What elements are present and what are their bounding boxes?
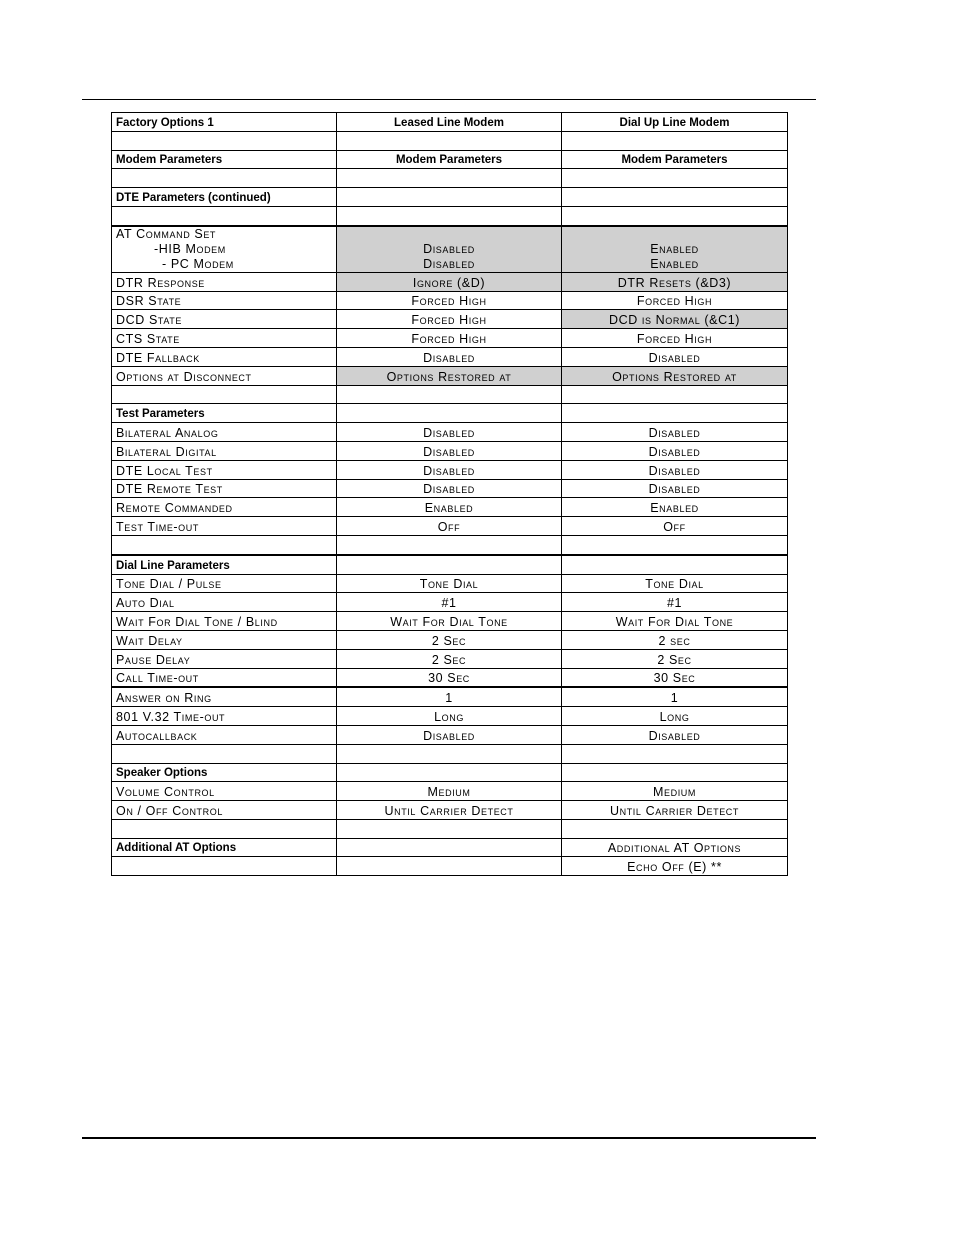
leased-value: Disabled [337, 423, 562, 442]
dialup-value: Disabled [562, 460, 788, 479]
table-row [112, 687, 788, 706]
leased-value: Enabled [337, 498, 562, 517]
section-row-additional [112, 838, 788, 857]
row-label: DSR State [112, 291, 337, 310]
section-title: DTE Parameters (continued) [112, 188, 337, 207]
table-row [112, 801, 788, 820]
row-label: Volume Control [112, 782, 337, 801]
row-label: Wait For Dial Tone / Blind [112, 612, 337, 631]
section-title: Modem Parameters [112, 150, 337, 169]
dialup-value: Options Restored at [562, 366, 788, 385]
section-row-modem [112, 150, 788, 169]
section-title: Dial Line Parameters [112, 555, 337, 574]
table-row [112, 479, 788, 498]
row-label: 801 V.32 Time-out [112, 707, 337, 726]
leased-value: Forced High [337, 291, 562, 310]
section-title-dialup: Additional AT Options [562, 838, 788, 857]
blank-row [112, 819, 788, 838]
leased-value: Wait For Dial Tone [337, 612, 562, 631]
table-row [112, 612, 788, 631]
dialup-value: Until Carrier Detect [562, 801, 788, 820]
table-row [112, 857, 788, 876]
dialup-value: 30 Sec [562, 668, 788, 687]
table-header-row [112, 113, 788, 132]
at-command-sub1: -HIB Modem [154, 241, 226, 256]
dialup-value: Disabled [562, 441, 788, 460]
dialup-value: Disabled [562, 423, 788, 442]
section-title: Additional AT Options [112, 838, 337, 857]
table-row [112, 498, 788, 517]
row-label: On / Off Control [112, 801, 337, 820]
dialup-value: Disabled [562, 347, 788, 366]
row-label: Tone Dial / Pulse [112, 574, 337, 593]
row-label: DTE Local Test [112, 460, 337, 479]
dialup-value: Wait For Dial Tone [562, 612, 788, 631]
dialup-value: Enabled [562, 498, 788, 517]
header-col3: Dial Up Line Modem [562, 113, 788, 132]
leased-value: 2 Sec [337, 630, 562, 649]
dialup-value: Medium [562, 782, 788, 801]
at-command-label: AT Command Set [116, 226, 217, 241]
table-row [112, 707, 788, 726]
dialup-value: Forced High [562, 329, 788, 348]
leased-value: Options Restored at [337, 366, 562, 385]
leased-value: Long [337, 707, 562, 726]
dialup-value: Disabled [562, 725, 788, 744]
leased-value: Until Carrier Detect [337, 801, 562, 820]
table-row [112, 423, 788, 442]
section-row-speaker [112, 763, 788, 782]
row-label: Auto Dial [112, 593, 337, 612]
row-label: Remote Commanded [112, 498, 337, 517]
table-row [112, 272, 788, 291]
table-row-at-command [112, 226, 788, 273]
table-row [112, 310, 788, 329]
row-label: CTS State [112, 329, 337, 348]
blank-row [112, 535, 788, 554]
section-title: Modem Parameters [337, 150, 562, 169]
dialup-value: Off [562, 517, 788, 536]
dialup-value: Long [562, 707, 788, 726]
header-col1: Factory Options 1 [112, 113, 337, 132]
table-row [112, 668, 788, 687]
section-title: Test Parameters [112, 404, 337, 423]
table-row [112, 329, 788, 348]
row-label: Bilateral Digital [112, 441, 337, 460]
row-label: Pause Delay [112, 649, 337, 668]
table-row [112, 574, 788, 593]
section-title: Modem Parameters [562, 150, 788, 169]
section-row-dial [112, 555, 788, 574]
row-label: Answer on Ring [112, 687, 337, 706]
row-label: DTR Response [112, 272, 337, 291]
table-row [112, 630, 788, 649]
table-row [112, 441, 788, 460]
row-label [112, 226, 337, 273]
leased-value: 30 Sec [337, 668, 562, 687]
blank-row [112, 744, 788, 763]
dialup-value: Echo Off (E) ** [562, 857, 788, 876]
table-row [112, 291, 788, 310]
table-row [112, 517, 788, 536]
row-label: Call Time-out [112, 668, 337, 687]
table-row [112, 347, 788, 366]
leased-value: Medium [337, 782, 562, 801]
leased-value: Disabled [337, 725, 562, 744]
dialup-value: Forced High [562, 291, 788, 310]
factory-options-table [111, 112, 788, 876]
section-row-dte [112, 188, 788, 207]
dialup-value: DTR Resets (&D3) [562, 272, 788, 291]
dialup-value: Disabled [562, 479, 788, 498]
leased-value: Disabled [337, 460, 562, 479]
leased-value: Disabled [337, 479, 562, 498]
leased-value: Tone Dial [337, 574, 562, 593]
dialup-value: Enabled Enabled [562, 226, 788, 273]
row-label: Wait Delay [112, 630, 337, 649]
row-label: Bilateral Analog [112, 423, 337, 442]
table-row [112, 649, 788, 668]
table-row [112, 460, 788, 479]
leased-value: Disabled [337, 347, 562, 366]
leased-value: Off [337, 517, 562, 536]
leased-value: Disabled Disabled [337, 226, 562, 273]
leased-value: Ignore (&D) [337, 272, 562, 291]
section-row-test [112, 404, 788, 423]
header-col2: Leased Line Modem [337, 113, 562, 132]
blank-row [112, 385, 788, 404]
row-label: Test Time-out [112, 517, 337, 536]
table-row [112, 593, 788, 612]
dialup-value: 2 Sec [562, 649, 788, 668]
bottom-rule [82, 1137, 816, 1139]
dialup-value: DCD is Normal (&C1) [562, 310, 788, 329]
row-label: DTE Fallback [112, 347, 337, 366]
leased-value: Forced High [337, 329, 562, 348]
section-title: Speaker Options [112, 763, 337, 782]
row-label: DTE Remote Test [112, 479, 337, 498]
blank-row [112, 169, 788, 188]
row-label: Autocallback [112, 725, 337, 744]
leased-value: Forced High [337, 310, 562, 329]
leased-value: 1 [337, 687, 562, 706]
leased-value: 2 Sec [337, 649, 562, 668]
dialup-value: #1 [562, 593, 788, 612]
at-command-sub2: - PC Modem [162, 256, 234, 271]
table-row [112, 782, 788, 801]
top-rule [82, 99, 816, 100]
row-label: Options at Disconnect [112, 366, 337, 385]
table-row [112, 366, 788, 385]
leased-value: #1 [337, 593, 562, 612]
table-row [112, 725, 788, 744]
row-label: DCD State [112, 310, 337, 329]
blank-row [112, 206, 788, 225]
blank-row [112, 131, 788, 150]
dialup-value: Tone Dial [562, 574, 788, 593]
dialup-value: 1 [562, 687, 788, 706]
leased-value: Disabled [337, 441, 562, 460]
dialup-value: 2 sec [562, 630, 788, 649]
